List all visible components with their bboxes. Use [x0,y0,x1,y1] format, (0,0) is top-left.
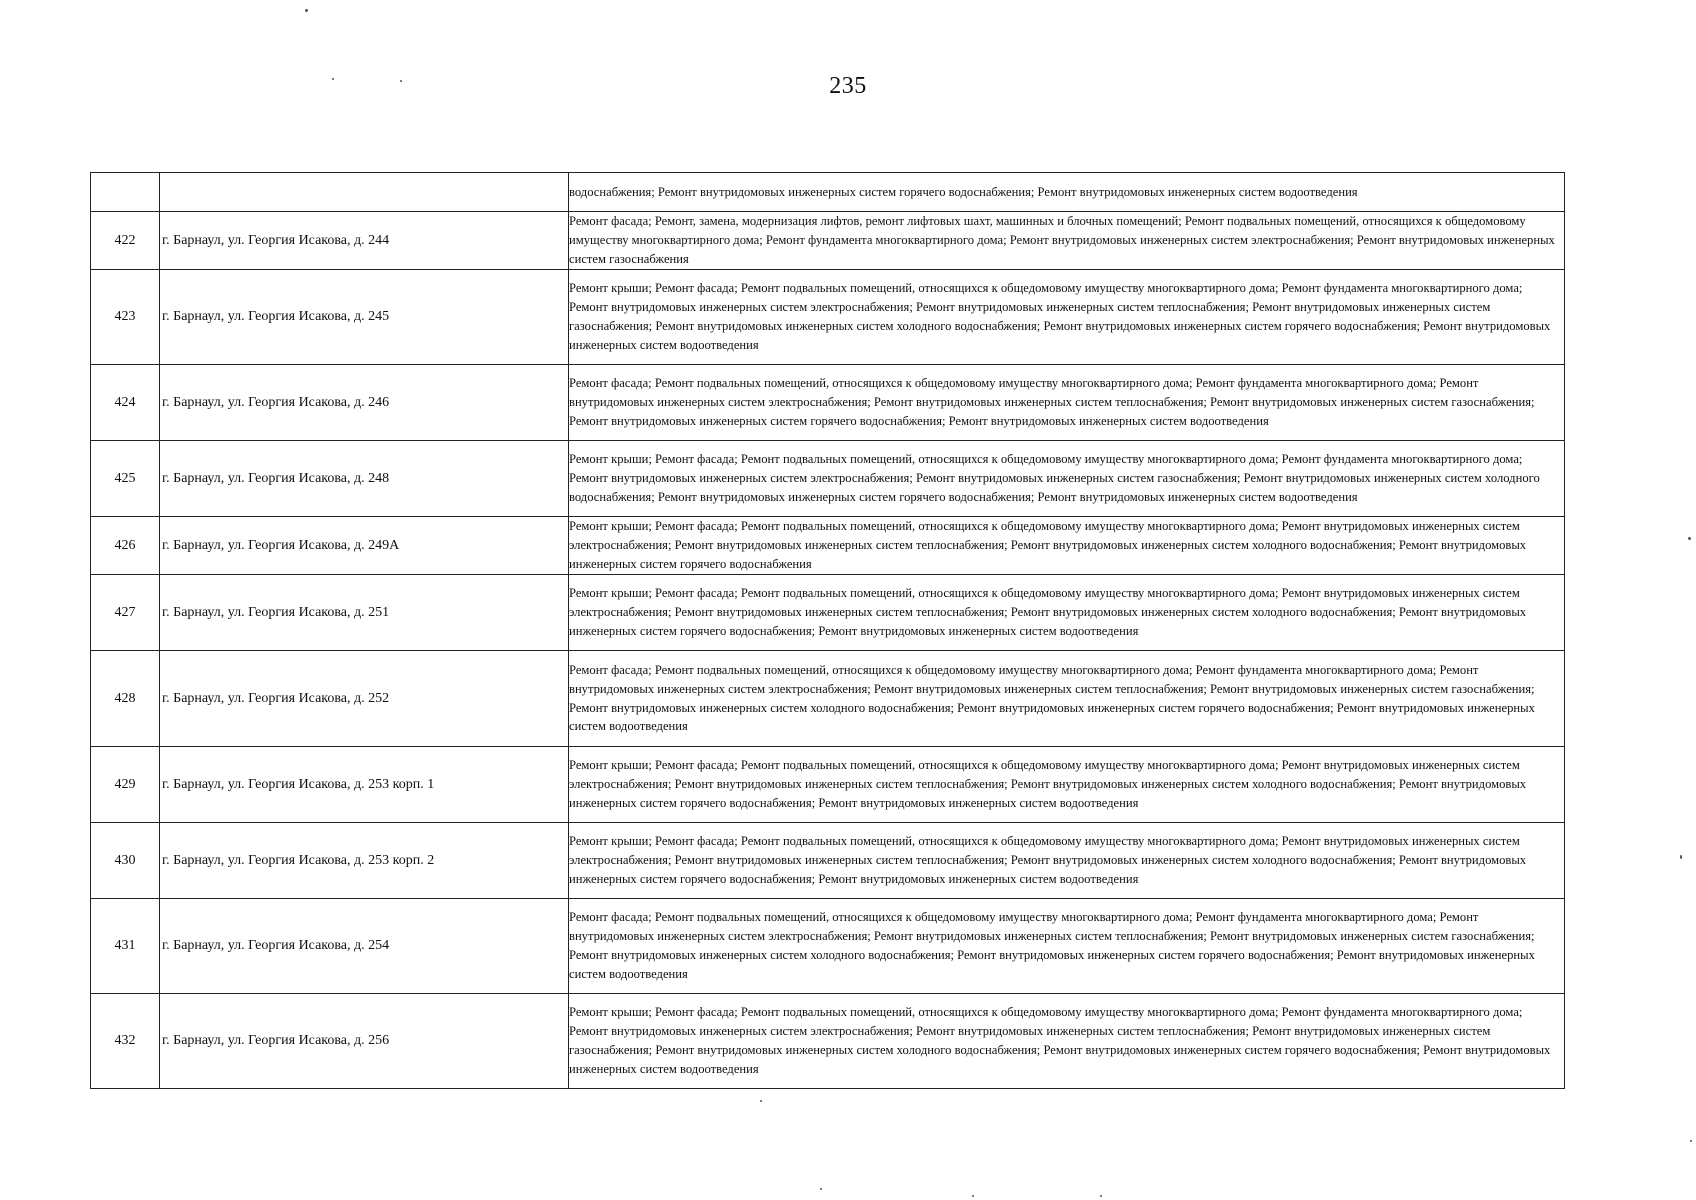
scan-speck [972,1195,974,1197]
table-row [91,173,1565,212]
row-number [91,173,160,212]
row-number: 425 [91,441,160,517]
row-number: 427 [91,575,160,651]
scan-speck [1690,1140,1692,1142]
row-address: г. Барнаул, ул. Георгия Исакова, д. 254 [160,899,569,994]
row-works: Ремонт фасада; Ремонт подвальных помещений, относящихся к общедомовому имуществу многоквартирного дома; Ремонт фундамента многоквартирного дома; Ремонт внутридомовых инженерных систем электроснабжения; Ремонт внутридомовых инженерных систем теплоснабжения; Ремонт внутридомовых инженерных систем газоснабжения; Ремонт внутридомовых инженерных систем холодного водоснабжения; Ремонт внутридомовых инженерных систем горячего водоснабжения; Ремонт внутридомовых инженерных систем водоотведения [569,899,1565,994]
table-row [91,270,1565,365]
row-address [160,173,569,212]
row-works: Ремонт крыши; Ремонт фасада; Ремонт подвальных помещений, относящихся к общедомовому имуществу многоквартирного дома; Ремонт фундамента многоквартирного дома; Ремонт внутридомовых инженерных систем электроснабжения; Ремонт внутридомовых инженерных систем теплоснабжения; Ремонт внутридомовых инженерных систем газоснабжения; Ремонт внутридомовых инженерных систем холодного водоснабжения; Ремонт внутридомовых инженерных систем горячего водоснабжения; Ремонт внутридомовых инженерных систем водоотведения [569,994,1565,1089]
row-number: 432 [91,994,160,1089]
scan-speck [820,1188,822,1190]
row-number: 429 [91,747,160,823]
table-row [91,651,1565,747]
scan-speck [1688,537,1691,540]
row-works: Ремонт крыши; Ремонт фасада; Ремонт подвальных помещений, относящихся к общедомовому имуществу многоквартирного дома; Ремонт внутридомовых инженерных систем электроснабжения; Ремонт внутридомовых инженерных систем теплоснабжения; Ремонт внутридомовых инженерных систем холодного водоснабжения; Ремонт внутридомовых инженерных систем горячего водоснабжения; Ремонт внутридомовых инженерных систем водоотведения [569,823,1565,899]
row-works: Ремонт фасада; Ремонт, замена, модернизация лифтов, ремонт лифтовых шахт, машинных и блочных помещений; Ремонт подвальных помещений, относящихся к общедомовому имуществу многоквартирного дома; Ремонт фундамента многоквартирного дома; Ремонт внутридомовых инженерных систем электроснабжения; Ремонт внутридомовых инженерных систем газоснабжения [569,212,1565,270]
scan-speck [760,1100,762,1102]
row-works: водоснабжения; Ремонт внутридомовых инженерных систем горячего водоснабжения; Ремонт внутридомовых инженерных систем водоотведения [569,173,1565,212]
table-row [91,747,1565,823]
row-address: г. Барнаул, ул. Георгия Исакова, д. 244 [160,212,569,270]
table-row [91,575,1565,651]
row-number: 431 [91,899,160,994]
row-address: г. Барнаул, ул. Георгия Исакова, д. 253 корп. 1 [160,747,569,823]
table-row [91,517,1565,575]
row-works: Ремонт крыши; Ремонт фасада; Ремонт подвальных помещений, относящихся к общедомовому имуществу многоквартирного дома; Ремонт внутридомовых инженерных систем электроснабжения; Ремонт внутридомовых инженерных систем теплоснабжения; Ремонт внутридомовых инженерных систем холодного водоснабжения; Ремонт внутридомовых инженерных систем горячего водоснабжения [569,517,1565,575]
table-row [91,994,1565,1089]
row-address: г. Барнаул, ул. Георгия Исакова, д. 249А [160,517,569,575]
row-works: Ремонт фасада; Ремонт подвальных помещений, относящихся к общедомовому имуществу многоквартирного дома; Ремонт фундамента многоквартирного дома; Ремонт внутридомовых инженерных систем электроснабжения; Ремонт внутридомовых инженерных систем теплоснабжения; Ремонт внутридомовых инженерных систем газоснабжения; Ремонт внутридомовых инженерных систем холодного водоснабжения; Ремонт внутридомовых инженерных систем горячего водоснабжения; Ремонт внутридомовых инженерных систем водоотведения [569,651,1565,747]
table-row [91,441,1565,517]
scan-speck [400,80,402,82]
row-works: Ремонт фасада; Ремонт подвальных помещений, относящихся к общедомовому имуществу многоквартирного дома; Ремонт фундамента многоквартирного дома; Ремонт внутридомовых инженерных систем электроснабжения; Ремонт внутридомовых инженерных систем теплоснабжения; Ремонт внутридомовых инженерных систем газоснабжения; Ремонт внутридомовых инженерных систем горячего водоснабжения; Ремонт внутридомовых инженерных систем водоотведения [569,365,1565,441]
row-address: г. Барнаул, ул. Георгия Исакова, д. 245 [160,270,569,365]
row-address: г. Барнаул, ул. Георгия Исакова, д. 253 корп. 2 [160,823,569,899]
row-number: 424 [91,365,160,441]
row-number: 422 [91,212,160,270]
works-table [90,172,1565,1089]
row-works: Ремонт крыши; Ремонт фасада; Ремонт подвальных помещений, относящихся к общедомовому имуществу многоквартирного дома; Ремонт внутридомовых инженерных систем электроснабжения; Ремонт внутридомовых инженерных систем теплоснабжения; Ремонт внутридомовых инженерных систем холодного водоснабжения; Ремонт внутридомовых инженерных систем горячего водоснабжения; Ремонт внутридомовых инженерных систем водоотведения [569,747,1565,823]
table-row [91,899,1565,994]
page-number: 235 [829,73,867,99]
row-address: г. Барнаул, ул. Георгия Исакова, д. 246 [160,365,569,441]
row-number: 430 [91,823,160,899]
row-address: г. Барнаул, ул. Георгия Исакова, д. 256 [160,994,569,1089]
row-address: г. Барнаул, ул. Георгия Исакова, д. 252 [160,651,569,747]
row-number: 423 [91,270,160,365]
row-works: Ремонт крыши; Ремонт фасада; Ремонт подвальных помещений, относящихся к общедомовому имуществу многоквартирного дома; Ремонт внутридомовых инженерных систем электроснабжения; Ремонт внутридомовых инженерных систем теплоснабжения; Ремонт внутридомовых инженерных систем холодного водоснабжения; Ремонт внутридомовых инженерных систем горячего водоснабжения; Ремонт внутридомовых инженерных систем водоотведения [569,575,1565,651]
scan-speck [1100,1195,1102,1197]
row-address: г. Барнаул, ул. Георгия Исакова, д. 251 [160,575,569,651]
scan-speck [305,9,308,12]
row-address: г. Барнаул, ул. Георгия Исакова, д. 248 [160,441,569,517]
row-works: Ремонт крыши; Ремонт фасада; Ремонт подвальных помещений, относящихся к общедомовому имуществу многоквартирного дома; Ремонт фундамента многоквартирного дома; Ремонт внутридомовых инженерных систем электроснабжения; Ремонт внутридомовых инженерных систем теплоснабжения; Ремонт внутридомовых инженерных систем газоснабжения; Ремонт внутридомовых инженерных систем холодного водоснабжения; Ремонт внутридомовых инженерных систем горячего водоснабжения; Ремонт внутридомовых инженерных систем водоотведения [569,270,1565,365]
row-works: Ремонт крыши; Ремонт фасада; Ремонт подвальных помещений, относящихся к общедомовому имуществу многоквартирного дома; Ремонт фундамента многоквартирного дома; Ремонт внутридомовых инженерных систем электроснабжения; Ремонт внутридомовых инженерных систем газоснабжения; Ремонт внутридомовых инженерных систем холодного водоснабжения; Ремонт внутридомовых инженерных систем горячего водоснабжения; Ремонт внутридомовых инженерных систем водоотведения [569,441,1565,517]
table-row [91,212,1565,270]
row-number: 428 [91,651,160,747]
scan-speck [332,78,334,80]
row-number: 426 [91,517,160,575]
scan-speck [1680,855,1682,859]
table-row [91,365,1565,441]
table-row [91,823,1565,899]
